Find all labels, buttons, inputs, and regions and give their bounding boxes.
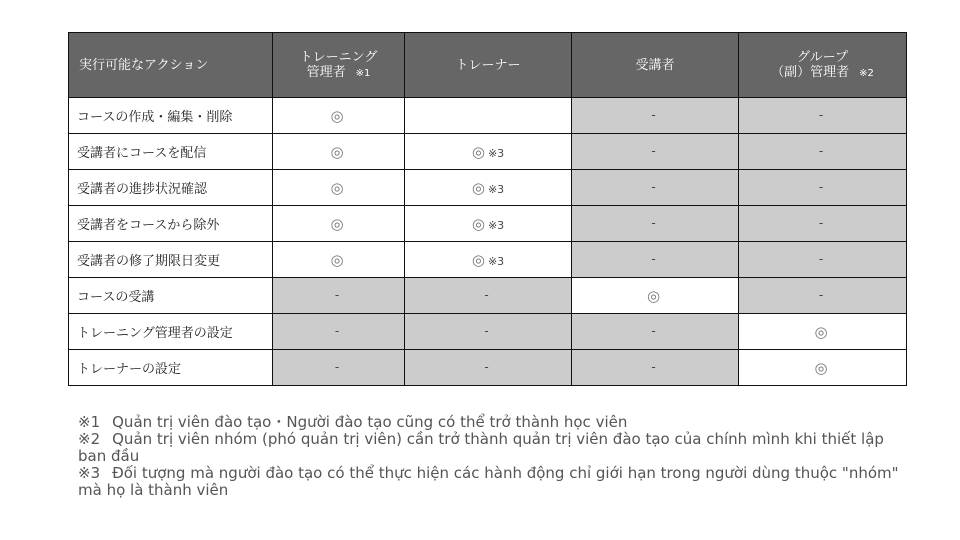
footnote-3 [78, 465, 908, 499]
permission-cell [572, 350, 739, 386]
permission-cell [273, 98, 405, 134]
dash-icon: - [334, 324, 340, 338]
double-circle-icon: ◎ [814, 322, 828, 341]
permission-cell [273, 242, 405, 278]
double-circle-icon: ◎ [330, 250, 344, 269]
dash-icon: - [484, 360, 489, 374]
dash-icon: - [334, 288, 340, 302]
header-training-admin [273, 33, 405, 98]
permission-cell [405, 206, 572, 242]
permission-cell [405, 98, 572, 134]
footnote-text: Đối tượng mà người đào tạo có thể thực hiện các hành động chỉ giới hạn trong người dùng thuộc "nhóm" mà họ là thành viên [78, 464, 899, 499]
double-circle-icon: ◎ [330, 178, 344, 197]
footnote-ref: ※3 [487, 182, 505, 196]
dash-icon: - [334, 360, 340, 374]
action-label: 受講者にコースを配信 [69, 134, 273, 170]
double-circle-icon: ◎ [330, 142, 344, 161]
permission-cell [273, 350, 405, 386]
permission-cell [572, 206, 739, 242]
action-label: 受講者の進捗状況確認 [69, 170, 273, 206]
permission-cell [405, 350, 572, 386]
header-label: 受講者 [635, 57, 675, 73]
permission-cell [572, 242, 739, 278]
table-row [69, 98, 907, 134]
dash-icon: - [484, 288, 489, 302]
header-label: グループ [797, 49, 848, 65]
action-label: トレーナーの設定 [69, 350, 273, 386]
dash-icon: - [818, 216, 824, 230]
table-row [69, 278, 907, 314]
permission-cell [572, 170, 739, 206]
footnote-text: Quản trị viên nhóm (phó quản trị viên) cần trở thành quản trị viên đào tạo của chính mình khi thiết lập ban đầu [78, 430, 884, 465]
permission-cell [739, 98, 907, 134]
permission-cell [405, 242, 572, 278]
double-circle-icon: ◎ [330, 214, 344, 233]
permission-cell [405, 278, 572, 314]
header-label-sub: （副）管理者 [771, 64, 850, 80]
table-row [69, 314, 907, 350]
dash-icon: - [484, 324, 489, 338]
header-group-admin [739, 33, 907, 98]
permission-cell [739, 242, 907, 278]
permission-cell [273, 314, 405, 350]
table-body [69, 98, 907, 386]
header-actions [69, 33, 273, 98]
footnote-text: Quản trị viên đào tạo・Người đào tạo cũng có thể trở thành học viên [112, 413, 628, 431]
footnote-ref: ※3 [487, 254, 505, 268]
permission-cell [739, 134, 907, 170]
footnotes [78, 414, 908, 499]
dash-icon: - [651, 216, 656, 230]
double-circle-icon: ◎ [471, 250, 485, 269]
permission-cell [739, 314, 907, 350]
action-label: 受講者をコースから除外 [69, 206, 273, 242]
dash-icon: - [818, 252, 824, 266]
permission-cell [739, 278, 907, 314]
header-label: トレーニング [299, 49, 378, 65]
dash-icon: - [651, 108, 656, 122]
dash-icon: - [651, 360, 656, 374]
permission-cell [739, 170, 907, 206]
header-label: 実行可能なアクション [79, 57, 209, 73]
footnote-mark: ※2 [78, 430, 101, 448]
dash-icon: - [651, 144, 656, 158]
permission-cell [273, 134, 405, 170]
header-learner [572, 33, 739, 98]
dash-icon: - [651, 252, 656, 266]
header-label: トレーナー [455, 57, 521, 73]
action-label: コースの受講 [69, 278, 273, 314]
footnote-ref: ※3 [487, 146, 505, 160]
table-row [69, 350, 907, 386]
footnote-2 [78, 431, 908, 465]
double-circle-icon: ◎ [471, 214, 485, 233]
dash-icon: - [651, 324, 656, 338]
double-circle-icon: ◎ [471, 142, 485, 161]
footnote-1 [78, 414, 908, 431]
double-circle-icon: ◎ [330, 106, 344, 125]
permission-cell [572, 134, 739, 170]
action-label: 受講者の修了期限日変更 [69, 242, 273, 278]
table-row [69, 206, 907, 242]
footnote-ref: ※1 [355, 67, 371, 79]
footnote-ref: ※2 [859, 67, 874, 79]
header-trainer [405, 33, 572, 98]
double-circle-icon: ◎ [471, 178, 485, 197]
permission-cell [273, 206, 405, 242]
dash-icon: - [651, 180, 656, 194]
permission-cell [273, 170, 405, 206]
footnote-mark: ※3 [78, 464, 101, 482]
permission-cell [405, 134, 572, 170]
permission-cell [405, 170, 572, 206]
permission-cell [739, 350, 907, 386]
permission-cell [572, 314, 739, 350]
header-label-sub: 管理者 [306, 64, 346, 80]
footnote-ref: ※3 [487, 218, 505, 232]
dash-icon: - [818, 180, 824, 194]
table-row [69, 134, 907, 170]
dash-icon: - [818, 288, 824, 302]
dash-icon: - [818, 144, 824, 158]
table-row [69, 242, 907, 278]
table-row [69, 170, 907, 206]
action-label: トレーニング管理者の設定 [69, 314, 273, 350]
permission-cell [273, 278, 405, 314]
permission-cell [572, 278, 739, 314]
double-circle-icon: ◎ [814, 358, 828, 377]
permission-cell [405, 314, 572, 350]
footnote-mark: ※1 [78, 413, 101, 431]
table-header-row [69, 33, 907, 98]
dash-icon: - [818, 108, 824, 122]
action-label: コースの作成・編集・削除 [69, 98, 273, 134]
permission-cell [572, 98, 739, 134]
permissions-table [68, 32, 907, 386]
double-circle-icon: ◎ [646, 286, 661, 305]
permission-cell [739, 206, 907, 242]
